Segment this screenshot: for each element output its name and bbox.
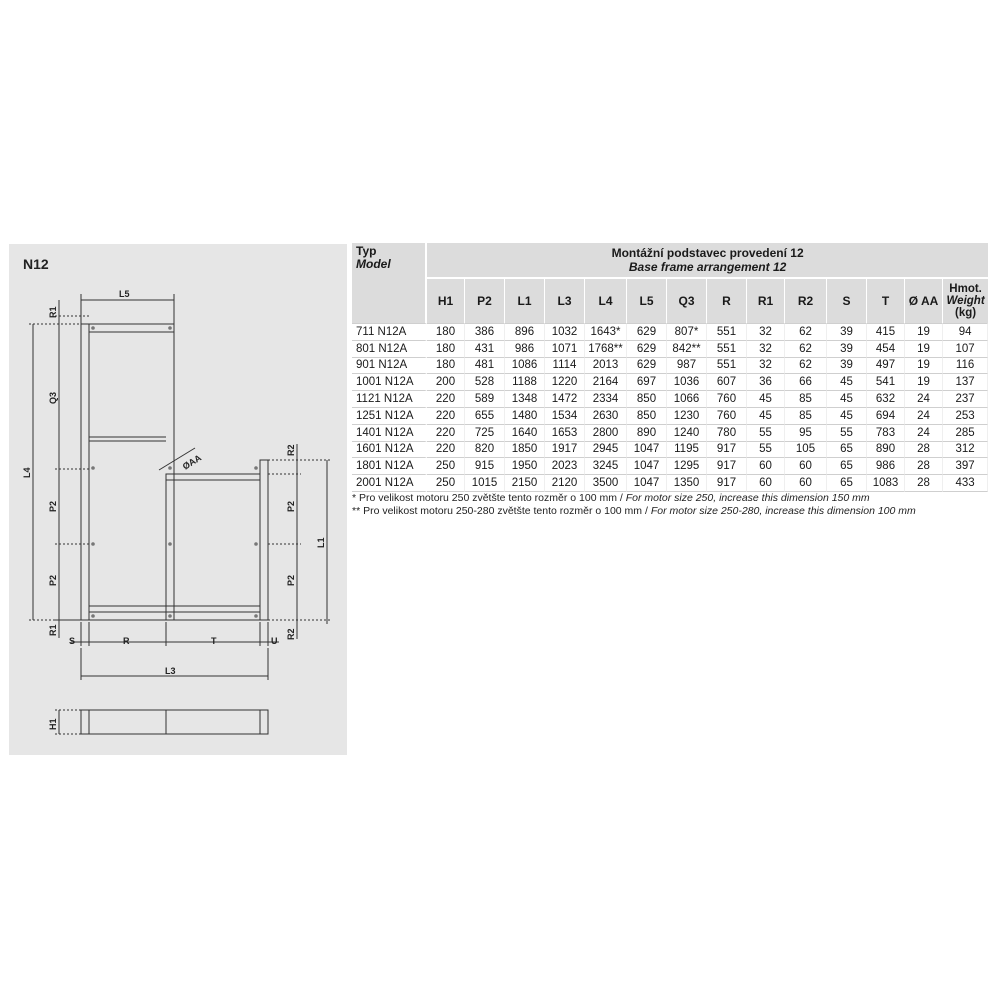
value-cell: 1653 xyxy=(545,425,585,442)
value-cell: 3245 xyxy=(585,458,627,475)
value-cell: 987 xyxy=(667,358,707,375)
group-header-cz: Montážní podstavec provedení 12 xyxy=(611,246,804,260)
value-cell: 39 xyxy=(827,358,867,375)
value-cell: 2164 xyxy=(585,374,627,391)
value-cell: 116 xyxy=(943,358,988,375)
value-cell: 250 xyxy=(427,475,465,492)
value-cell: 1036 xyxy=(667,374,707,391)
value-cell: 2013 xyxy=(585,358,627,375)
value-cell: 62 xyxy=(785,341,827,358)
value-cell: 107 xyxy=(943,341,988,358)
column-header: L1 xyxy=(505,279,545,323)
model-cell: 801 N12A xyxy=(352,341,427,358)
value-cell: 2630 xyxy=(585,408,627,425)
value-cell: 85 xyxy=(785,391,827,408)
label-p2-right-lower: P2 xyxy=(286,574,296,586)
value-cell: 24 xyxy=(905,408,943,425)
model-cell: 2001 N12A xyxy=(352,475,427,492)
label-r2-bottom: R2 xyxy=(286,628,296,640)
value-cell: 896 xyxy=(505,323,545,341)
dimension-table xyxy=(352,243,988,492)
value-cell: 1480 xyxy=(505,408,545,425)
value-cell: 85 xyxy=(785,408,827,425)
value-cell: 415 xyxy=(867,323,905,341)
value-cell: 917 xyxy=(707,442,747,459)
value-cell: 397 xyxy=(943,458,988,475)
value-cell: 220 xyxy=(427,425,465,442)
table-body xyxy=(352,323,988,492)
value-cell: 105 xyxy=(785,442,827,459)
value-cell: 60 xyxy=(747,475,785,492)
value-cell: 725 xyxy=(465,425,505,442)
value-cell: 1534 xyxy=(545,408,585,425)
value-cell: 697 xyxy=(627,374,667,391)
column-header: L4 xyxy=(585,279,627,323)
model-cell: 1121 N12A xyxy=(352,391,427,408)
weight-header-cz: Hmot. xyxy=(949,283,982,295)
value-cell: 807* xyxy=(667,323,707,341)
value-cell: 32 xyxy=(747,323,785,341)
value-cell: 1047 xyxy=(627,458,667,475)
drawing-title: N12 xyxy=(23,256,49,272)
value-cell: 780 xyxy=(707,425,747,442)
value-cell: 24 xyxy=(905,391,943,408)
label-p2-left-lower: P2 xyxy=(48,574,58,586)
model-cell: 1001 N12A xyxy=(352,374,427,391)
value-cell: 94 xyxy=(943,323,988,341)
footnote-cz: ** Pro velikost motoru 250-280 zvětšte tento rozměr o 100 mm / xyxy=(352,505,651,517)
model-cell: 1601 N12A xyxy=(352,442,427,459)
value-cell: 19 xyxy=(905,358,943,375)
column-header: P2 xyxy=(465,279,505,323)
footnote-cz: * Pro velikost motoru 250 zvětšte tento rozměr o 100 mm / xyxy=(352,492,626,504)
value-cell: 62 xyxy=(785,323,827,341)
value-cell: 253 xyxy=(943,408,988,425)
value-cell: 312 xyxy=(943,442,988,459)
value-cell: 45 xyxy=(747,408,785,425)
value-cell: 1295 xyxy=(667,458,707,475)
value-cell: 62 xyxy=(785,358,827,375)
value-cell: 95 xyxy=(785,425,827,442)
value-cell: 1047 xyxy=(627,442,667,459)
value-cell: 2945 xyxy=(585,442,627,459)
label-p2-left-upper: P2 xyxy=(48,500,58,512)
value-cell: 1071 xyxy=(545,341,585,358)
model-header xyxy=(352,243,427,323)
value-cell: 45 xyxy=(827,408,867,425)
value-cell: 917 xyxy=(707,475,747,492)
value-cell: 915 xyxy=(465,458,505,475)
column-header: R xyxy=(707,279,747,323)
value-cell: 1917 xyxy=(545,442,585,459)
table-row xyxy=(352,425,988,442)
value-cell: 65 xyxy=(827,475,867,492)
value-cell: 39 xyxy=(827,323,867,341)
value-cell: 655 xyxy=(465,408,505,425)
value-cell: 1950 xyxy=(505,458,545,475)
value-cell: 629 xyxy=(627,358,667,375)
value-cell: 180 xyxy=(427,358,465,375)
footnote-en: For motor size 250, increase this dimension 150 mm xyxy=(625,492,870,504)
value-cell: 32 xyxy=(747,358,785,375)
value-cell: 60 xyxy=(747,458,785,475)
value-cell: 850 xyxy=(627,408,667,425)
model-header-en: Model xyxy=(356,257,391,271)
value-cell: 890 xyxy=(627,425,667,442)
column-header: L3 xyxy=(545,279,585,323)
label-u: U xyxy=(271,636,278,646)
value-cell: 1083 xyxy=(867,475,905,492)
value-cell: 1643* xyxy=(585,323,627,341)
column-header: H1 xyxy=(427,279,465,323)
value-cell: 220 xyxy=(427,408,465,425)
column-header: L5 xyxy=(627,279,667,323)
value-cell: 45 xyxy=(827,391,867,408)
value-cell: 60 xyxy=(785,458,827,475)
value-cell: 890 xyxy=(867,442,905,459)
value-cell: 19 xyxy=(905,374,943,391)
label-t: T xyxy=(211,636,217,646)
table-row xyxy=(352,442,988,459)
value-cell: 1047 xyxy=(627,475,667,492)
value-cell: 2150 xyxy=(505,475,545,492)
value-cell: 1114 xyxy=(545,358,585,375)
table-row xyxy=(352,374,988,391)
value-cell: 45 xyxy=(827,374,867,391)
column-header: R1 xyxy=(747,279,785,323)
label-h1: H1 xyxy=(48,718,58,730)
value-cell: 65 xyxy=(827,458,867,475)
value-cell: 551 xyxy=(707,323,747,341)
value-cell: 2120 xyxy=(545,475,585,492)
value-cell: 2800 xyxy=(585,425,627,442)
label-l1: L1 xyxy=(316,537,326,548)
value-cell: 607 xyxy=(707,374,747,391)
value-cell: 629 xyxy=(627,341,667,358)
value-cell: 55 xyxy=(747,442,785,459)
value-cell: 32 xyxy=(747,341,785,358)
group-header xyxy=(427,243,988,279)
footnote xyxy=(352,492,916,505)
base-frame-drawing xyxy=(9,244,347,755)
column-header: Ø AA xyxy=(905,279,943,323)
value-cell: 454 xyxy=(867,341,905,358)
value-cell: 783 xyxy=(867,425,905,442)
value-cell: 1350 xyxy=(667,475,707,492)
value-cell: 250 xyxy=(427,458,465,475)
footnote xyxy=(352,505,916,518)
model-cell: 1801 N12A xyxy=(352,458,427,475)
value-cell: 39 xyxy=(827,341,867,358)
value-cell: 1066 xyxy=(667,391,707,408)
column-header: S xyxy=(827,279,867,323)
table-row xyxy=(352,323,988,341)
label-r1-bottom: R1 xyxy=(48,624,58,636)
value-cell: 1640 xyxy=(505,425,545,442)
table-row xyxy=(352,408,988,425)
table-row xyxy=(352,341,988,358)
value-cell: 629 xyxy=(627,323,667,341)
value-cell: 842** xyxy=(667,341,707,358)
value-cell: 180 xyxy=(427,323,465,341)
value-cell: 551 xyxy=(707,358,747,375)
value-cell: 986 xyxy=(867,458,905,475)
value-cell: 220 xyxy=(427,391,465,408)
value-cell: 55 xyxy=(827,425,867,442)
value-cell: 1015 xyxy=(465,475,505,492)
table-row xyxy=(352,458,988,475)
column-header: T xyxy=(867,279,905,323)
value-cell: 180 xyxy=(427,341,465,358)
table-row xyxy=(352,391,988,408)
value-cell: 1220 xyxy=(545,374,585,391)
label-l3: L3 xyxy=(165,666,176,676)
value-cell: 1032 xyxy=(545,323,585,341)
value-cell: 24 xyxy=(905,425,943,442)
value-cell: 386 xyxy=(465,323,505,341)
value-cell: 1472 xyxy=(545,391,585,408)
weight-header-unit: (kg) xyxy=(955,307,977,319)
label-l5: L5 xyxy=(119,289,130,299)
label-r1-top: R1 xyxy=(48,306,58,318)
value-cell: 694 xyxy=(867,408,905,425)
value-cell: 1348 xyxy=(505,391,545,408)
model-cell: 901 N12A xyxy=(352,358,427,375)
value-cell: 551 xyxy=(707,341,747,358)
frame-side-view xyxy=(81,710,268,734)
label-p2-right-upper: P2 xyxy=(286,500,296,512)
value-cell: 1086 xyxy=(505,358,545,375)
value-cell: 28 xyxy=(905,475,943,492)
value-cell: 431 xyxy=(465,341,505,358)
label-r: R xyxy=(123,636,130,646)
weight-header-en: Weight xyxy=(946,295,985,307)
label-r2-top: R2 xyxy=(286,444,296,456)
value-cell: 1188 xyxy=(505,374,545,391)
value-cell: 986 xyxy=(505,341,545,358)
value-cell: 1240 xyxy=(667,425,707,442)
value-cell: 917 xyxy=(707,458,747,475)
value-cell: 760 xyxy=(707,408,747,425)
value-cell: 760 xyxy=(707,391,747,408)
frame-left-section xyxy=(89,324,174,620)
footnotes xyxy=(352,492,916,518)
value-cell: 285 xyxy=(943,425,988,442)
label-s: S xyxy=(69,636,76,646)
model-cell: 711 N12A xyxy=(352,323,427,341)
value-cell: 1768** xyxy=(585,341,627,358)
value-cell: 433 xyxy=(943,475,988,492)
label-oaa: ØAA xyxy=(180,452,204,472)
value-cell: 850 xyxy=(627,391,667,408)
value-cell: 55 xyxy=(747,425,785,442)
value-cell: 45 xyxy=(747,391,785,408)
value-cell: 497 xyxy=(867,358,905,375)
column-header: Q3 xyxy=(667,279,707,323)
value-cell: 2023 xyxy=(545,458,585,475)
value-cell: 3500 xyxy=(585,475,627,492)
value-cell: 820 xyxy=(465,442,505,459)
model-cell: 1251 N12A xyxy=(352,408,427,425)
model-header-cz: Typ xyxy=(356,244,377,258)
value-cell: 28 xyxy=(905,442,943,459)
value-cell: 200 xyxy=(427,374,465,391)
label-l4: L4 xyxy=(22,467,32,478)
value-cell: 28 xyxy=(905,458,943,475)
model-cell: 1401 N12A xyxy=(352,425,427,442)
value-cell: 541 xyxy=(867,374,905,391)
drawing-panel xyxy=(9,244,347,755)
value-cell: 60 xyxy=(785,475,827,492)
weight-header xyxy=(943,279,988,323)
table-row xyxy=(352,475,988,492)
value-cell: 481 xyxy=(465,358,505,375)
value-cell: 220 xyxy=(427,442,465,459)
value-cell: 36 xyxy=(747,374,785,391)
value-cell: 237 xyxy=(943,391,988,408)
table-row xyxy=(352,358,988,375)
footnote-en: For motor size 250-280, increase this dimension 100 mm xyxy=(650,505,916,517)
value-cell: 19 xyxy=(905,341,943,358)
value-cell: 66 xyxy=(785,374,827,391)
value-cell: 1195 xyxy=(667,442,707,459)
value-cell: 589 xyxy=(465,391,505,408)
value-cell: 65 xyxy=(827,442,867,459)
label-q3: Q3 xyxy=(48,391,58,404)
column-header: R2 xyxy=(785,279,827,323)
value-cell: 137 xyxy=(943,374,988,391)
value-cell: 632 xyxy=(867,391,905,408)
group-header-en: Base frame arrangement 12 xyxy=(628,260,787,274)
value-cell: 2334 xyxy=(585,391,627,408)
value-cell: 528 xyxy=(465,374,505,391)
value-cell: 19 xyxy=(905,323,943,341)
value-cell: 1230 xyxy=(667,408,707,425)
frame-right-section xyxy=(166,474,260,620)
value-cell: 1850 xyxy=(505,442,545,459)
